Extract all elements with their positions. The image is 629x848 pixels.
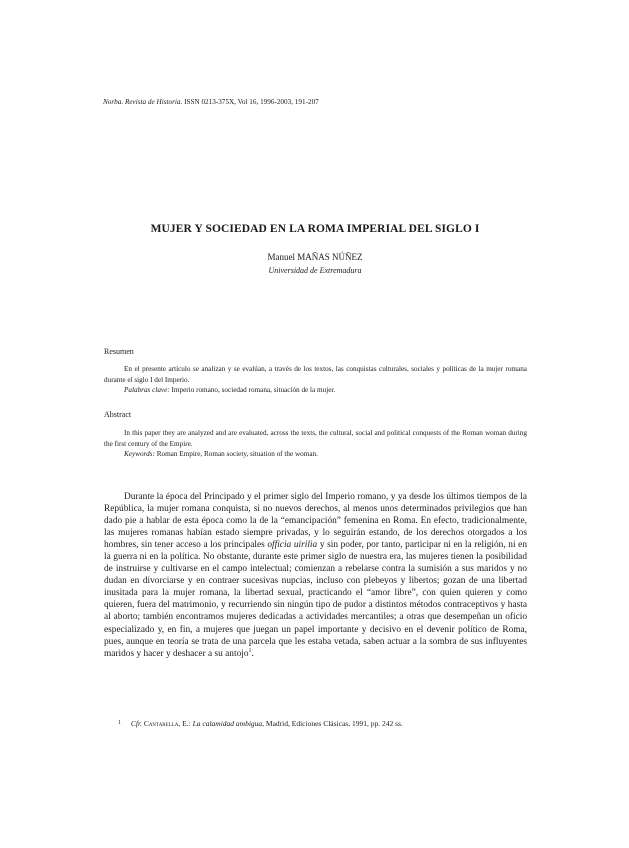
keywords-values: Roman Empire, Roman society, situation of the woman. [156, 450, 318, 458]
palabras-clave-label: Palabras clave: [124, 386, 170, 394]
footnote-reference[interactable]: 1 [248, 647, 252, 654]
body-text-part-1: Durante la época del Principado y el primer siglo del Imperio romano, y ya desde los últimos tiempos de la República, la mujer romana conquista, si no nuevos derechos, al menos unos determinados privilegios que han dado pie a hablar de esta época como la de la “emancipación” femenina en Roma. En efecto, tradicionalmente, las mujeres romanas habían estado siempre privadas, y lo seguirán estando, de los derechos otorgados a los hombres, sin tener acceso a los principales [104, 492, 527, 551]
body-paragraph: Durante la época del Principado y el primer siglo del Imperio romano, y ya desde los últimos tiempos de la República, la mujer romana conquista, si no nuevos derechos, al menos unos determinados privilegios que han dado pie a hablar de esta época como la de la “emancipación” femenina en Roma. En efecto, tradicionalmente, las mujeres romanas habían estado siempre privadas, y lo seguirán estando, de los derechos otorgados a los hombres, sin tener acceso a los principales officia uirilia y sin poder, por tanto, participar ni en la religión, ni en la guerra ni en la política. No obstante, durante este primer siglo de nuestra era, las mujeres tienen la posibilidad de instruirse y cultivarse en el campo intelectual; comienzan a rebelarse contra la sumisión a sus maridos y no dudan en divorciarse y en contraer sucesivas nupcias, incluso con plebeyos y libertos; gozan de una libertad inusitada para la mujer romana, la libertad sexual, practicando el “amor libre”, con quien quieren y como quieren, fuera del matrimonio, y recurriendo sin ningún tipo de pudor a distintos métodos contraceptivos y hasta al aborto; también encontramos mujeres dedicadas a actividades mercantiles; a otras que desempeñan un oficio especializado y, en fin, a mujeres que juegan un papel importante y decisivo en el devenir político de Roma, pues, aunque en teoría se trata de una parcela que les estaba vetada, saben actuar a la sombra de sus influyentes maridos y hacer y deshacer a su antojo$^1$. [104, 492, 527, 659]
keywords-label: Keywords: [124, 450, 155, 458]
footnote [118, 719, 528, 728]
running-head [103, 98, 533, 106]
abstract-keywords [124, 450, 527, 458]
footnote-cfr: Cfr. [130, 719, 142, 728]
resumen-text: En el presente artículo se analizan y se evalúan, a través de los textos, las conquistas culturales, sociales y políticas de la mujer romana durante el siglo I del Imperio. [104, 365, 527, 384]
footnote-publication: Madrid, Ediciones Clásicas, 1991, pp. 242 ss. [265, 719, 403, 728]
article-title: MUJER Y SOCIEDAD EN LA ROMA IMPERIAL DEL SIGLO I [150, 223, 480, 235]
resumen-heading: Resumen [104, 347, 134, 356]
footnote-work: La calamidad ambigua, [192, 719, 265, 728]
officia-uirilia-term: officia uirilia [267, 540, 318, 551]
article-author: Manuel MAÑAS NÚÑEZ [267, 252, 363, 262]
resumen-keywords [124, 386, 527, 394]
footnote-number: 1 [118, 720, 121, 726]
abstract-heading: Abstract [104, 410, 132, 419]
journal-name: Norba. Revista de Historia. [103, 98, 183, 106]
abstract-text: In this paper they are analyzed and are evaluated, across the texts, the cultural, social and political conquests of the Roman woman during the first century of the Empire. [104, 429, 527, 448]
journal-details: ISSN 0213-375X, Vol 16, 1996-2003, 191-207 [184, 98, 319, 106]
body-text-part-2: y sin poder, por tanto, participar ni en la religión, ni en la guerra ni en la política. No obstante, durante este primer siglo de nuestra era, las mujeres tienen la posibilidad de instruirse y cultivarse en el campo intelectual; comienzan a rebelarse contra la sumisión a sus maridos y no dudan en divorciarse y en contraer sucesivas nupcias, incluso con plebeyos y libertos; gozan de una libertad inusitada para la mujer romana, la libertad sexual, practicando el “amor libre”, con quien quieren y como quieren, fuera del matrimonio, y recurriendo sin ningún tipo de pudor a distintos métodos contraceptivos y hasta al aborto; también encontramos mujeres dedicadas a actividades mercantiles; a otras que desempeñan un oficio especializado y, en fin, a mujeres que juegan un papel importante y decisivo en el devenir político de Roma, pues, aunque en teoría se trata de una parcela que les estaba vetada, saben actuar a la sombra de sus influyentes maridos y hacer y deshacer a su antojo [104, 540, 527, 659]
author-affiliation: Universidad de Extremadura [268, 266, 362, 275]
footnote-author: Cantarella, E.: [143, 719, 191, 728]
palabras-clave-values: Imperio romano, sociedad romana, situación de la mujer. [171, 386, 336, 394]
